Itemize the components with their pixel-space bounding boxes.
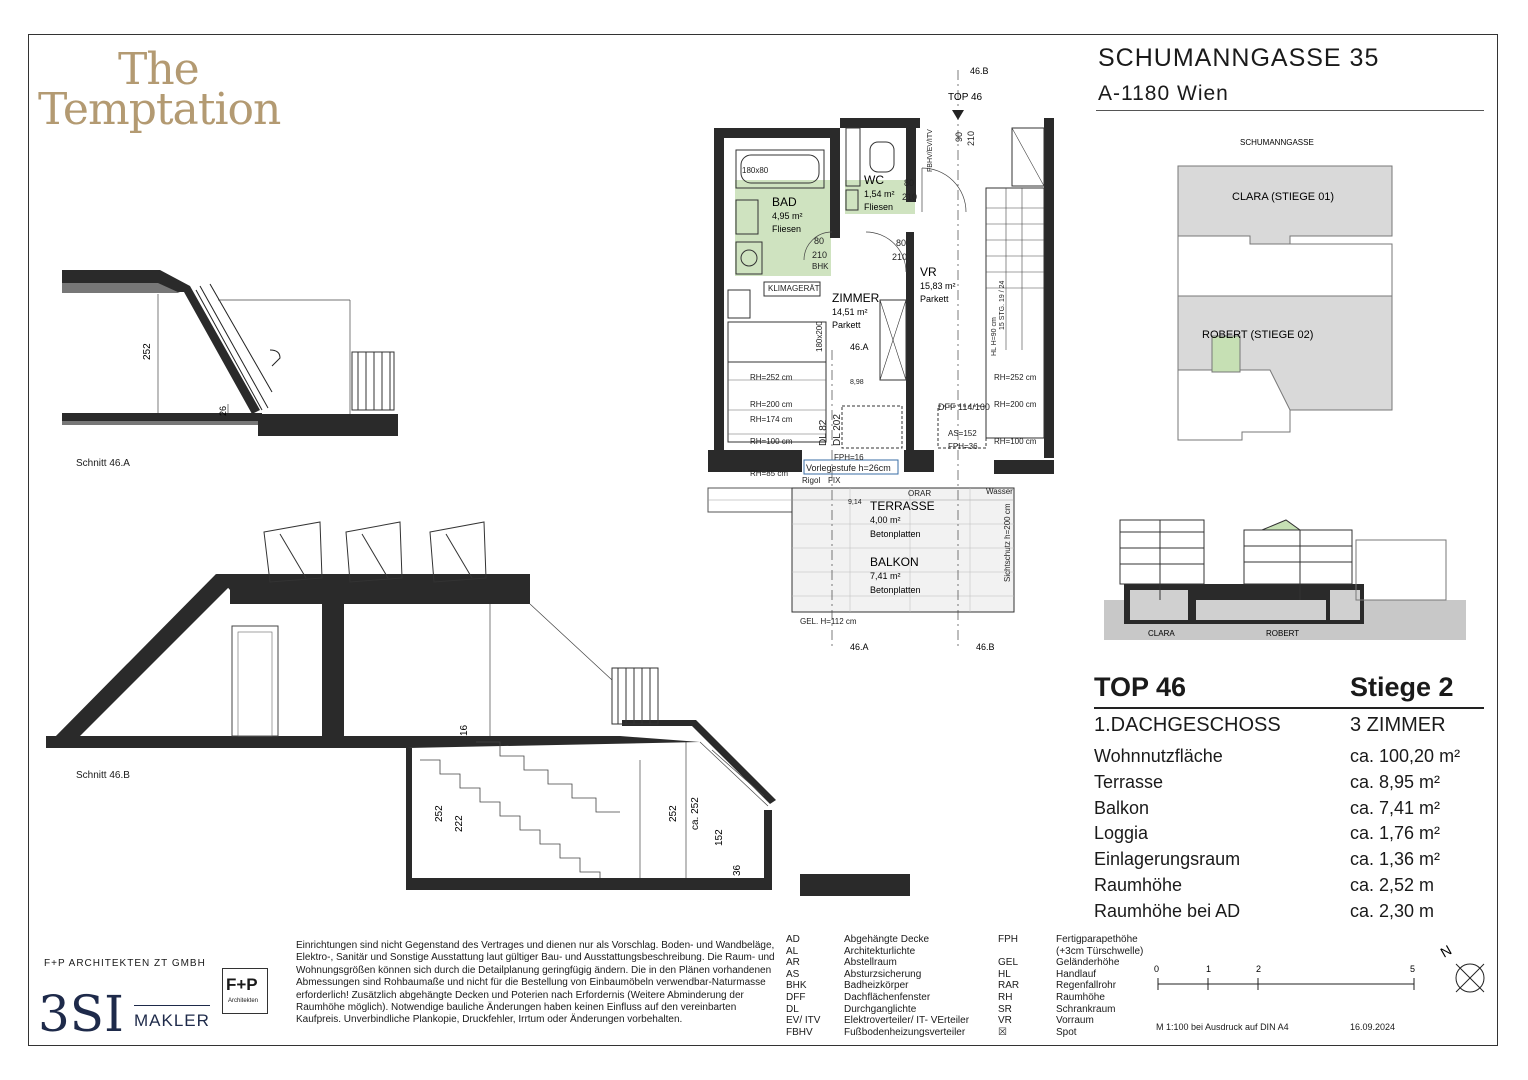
room-bad-name: BAD <box>772 195 797 209</box>
address-street: SCHUMANNGASSE 35 <box>1098 44 1380 72</box>
area-label: Einlagerungsraum <box>1094 849 1241 869</box>
dim-b-36: 36 <box>732 864 743 876</box>
legend-abbr-col-2 <box>998 934 1019 1038</box>
legend-abbr: DL <box>786 1003 799 1015</box>
area-label: Balkon <box>1094 798 1150 818</box>
cut-label-top: 46.B <box>970 66 989 76</box>
note-spot-914: 9,14 <box>848 499 862 506</box>
room-vr-area: 15,83 m² <box>920 281 956 291</box>
note-rigol: Rigol <box>802 476 821 485</box>
unit-rooms: 3 ZIMMER <box>1350 714 1446 736</box>
legend-abbr: HL <box>998 968 1011 980</box>
legend-desc: Dachflächenfenster <box>844 991 931 1003</box>
section-b-drawing <box>46 522 910 896</box>
legend-desc: Badheizkörper <box>844 980 909 992</box>
legend-abbr: RAR <box>998 980 1020 992</box>
site-plan <box>1178 166 1392 440</box>
note-rh100-left: RH=100 cm <box>750 437 793 446</box>
note-door80-bad: 80 <box>814 236 825 246</box>
legend-desc: Schrankraum <box>1056 1003 1116 1015</box>
cut-label-b: 46.B <box>976 642 995 652</box>
legend-abbr-col-1 <box>786 934 820 1038</box>
area-value: ca. 1,36 m² <box>1350 849 1441 869</box>
scale-bar <box>1158 978 1414 990</box>
makler-logo-line <box>134 1005 210 1006</box>
legend-desc: (+3cm Türschwelle) <box>1056 945 1144 957</box>
legend-desc: Vorraum <box>1056 1015 1094 1027</box>
section-b-caption: Schnitt 46.B <box>76 770 130 781</box>
area-label: Raumhöhe <box>1094 875 1183 895</box>
unit-divider <box>1094 707 1484 709</box>
makler-logo: 3SI <box>38 985 124 1043</box>
section-a-caption: Schnitt 46.A <box>76 458 130 469</box>
note-fbhv: FBHV/EV/ITV <box>927 129 934 172</box>
elevation-label-1: CLARA <box>1148 629 1175 638</box>
address-city: A-1180 Wien <box>1098 82 1229 105</box>
note-fph16: FPH=16 <box>834 453 864 462</box>
north-arrow-icon <box>1456 964 1484 992</box>
legend-abbr: EV/ ITV <box>786 1015 821 1027</box>
note-rh100-right: RH=100 cm <box>994 437 1037 446</box>
legend-abbr: GEL <box>998 957 1019 969</box>
section-a-drawing <box>62 270 398 436</box>
legend-abbr: BHK <box>786 980 807 992</box>
dim-a-26: 26 <box>218 405 228 416</box>
legend-desc: Abgehängte Decke <box>844 934 930 945</box>
note-dff: DFF 114/160 <box>938 402 990 412</box>
room-terrasse-area: 4,00 m² <box>870 515 901 525</box>
room-vr-name: VR <box>920 265 937 279</box>
site-elevation <box>1104 520 1466 640</box>
note-gel: GEL. H=112 cm <box>800 617 857 626</box>
legend-desc: Regenfallrohr <box>1056 980 1117 992</box>
legend-desc: Durchganglichte <box>844 1003 917 1015</box>
note-stair: 15 STG. 19 / 24 <box>999 280 1006 330</box>
note-hl: HL H=90 cm <box>991 317 998 356</box>
note-sichtschutz: Sichtschutz h=200 cm <box>1003 503 1012 582</box>
note-klima: KLIMAGERÄT <box>768 284 820 293</box>
elevation-label-2: ROBERT <box>1266 629 1300 638</box>
plan-date: 16.09.2024 <box>1350 1022 1396 1032</box>
note-fix: FIX <box>828 476 841 485</box>
note-door210-entry: 210 <box>966 130 976 146</box>
note-spot-898: 8,98 <box>850 379 864 386</box>
room-balkon-area: 7,41 m² <box>870 571 901 581</box>
legend-desc: Absturzsicherung <box>844 968 922 980</box>
room-balkon-name: BALKON <box>870 555 919 569</box>
area-value: ca. 100,20 m² <box>1350 746 1461 766</box>
fp-logo-sub: Architekten <box>228 998 259 1004</box>
north-label: N <box>1437 941 1455 961</box>
legend-abbr <box>998 946 1019 958</box>
note-as152: AS=152 <box>948 429 977 438</box>
legend-abbr: SR <box>998 1003 1012 1015</box>
dim-b-ca252: ca. 252 <box>690 797 701 830</box>
legend-desc: Fußbodenheizungsverteiler <box>844 1026 966 1038</box>
site-building-1: CLARA (STIEGE 01) <box>1232 191 1335 203</box>
room-bad-floor: Fliesen <box>772 224 802 234</box>
room-terrasse-name: TERRASSE <box>870 499 935 513</box>
room-zimmer-floor: Parkett <box>832 320 861 330</box>
legend-desc-col-2 <box>1056 934 1143 1038</box>
room-wc-floor: Fliesen <box>864 202 894 212</box>
scale-tick-0: 0 <box>1154 964 1160 974</box>
note-wasser: Wasser <box>986 487 1013 496</box>
scale-note: M 1:100 bei Ausdruck auf DIN A4 <box>1156 1022 1289 1032</box>
dim-b-252b: 252 <box>668 805 679 822</box>
room-zimmer-area: 14,51 m² <box>832 307 868 317</box>
note-bath-size: 180x80 <box>742 166 769 175</box>
legend-abbr: FPH <box>998 934 1018 945</box>
room-vr-floor: Parkett <box>920 294 949 304</box>
site-street: SCHUMANNGASSE <box>1240 138 1314 147</box>
note-rh174: RH=174 cm <box>750 415 793 424</box>
dim-b-152: 152 <box>714 829 725 846</box>
unit-floor: 1.DACHGESCHOSS <box>1094 714 1281 736</box>
legend-abbr: AR <box>786 957 800 969</box>
legend-abbr: DFF <box>786 991 806 1003</box>
area-value: ca. 1,76 m² <box>1350 823 1441 843</box>
unit-stiege: Stiege 2 <box>1350 672 1454 702</box>
note-dl202: DL 202 <box>832 414 843 446</box>
note-rh252-right: RH=252 cm <box>994 373 1037 382</box>
note-bed: 180x200 <box>815 321 824 352</box>
note-door80-wc: 80 <box>904 178 915 188</box>
scale-tick-2: 2 <box>1256 964 1262 974</box>
plan-top-label: TOP 46 <box>948 92 983 103</box>
note-orar: ORAR <box>908 489 932 498</box>
legend-desc: Geländerhöhe <box>1056 957 1120 969</box>
room-balkon-floor: Betonplatten <box>870 585 921 595</box>
note-vorlegestufe: Vorlegestufe h=26cm <box>806 463 891 473</box>
legend-abbr: RH <box>998 991 1013 1003</box>
brand-logo-line1: The <box>118 44 199 95</box>
legend-abbr: AD <box>786 934 800 945</box>
legend-abbr: AL <box>786 945 799 957</box>
disclaimer-text: Einrichtungen sind nicht Gegenstand des Vertrages und dienen nur als Vorschlag. Boden- und Wandbeläge, Elektro-, Sanitär und Sonstige Ausstattung laut gültiger Bau- und Ausstattungsbeschreibung. Die Raum- und Wohnungsgrößen können sich durch die Detailplanung geringfügig ändern. Die in den Plänen vorhandenen Abmessungen sind Rohbaumaße und nicht für die Bestellung von Einbaumöbeln verwendbar-Naturmasse erforderlich! Zusätzlich abgehängte Decken und Poterien nach Erfordernis (Weitere Abminderung der Raumhöhe möglich). Notwendige bauliche Änderungen haben keinen Einfluss auf den vereinbarten Kaufpreis. Unverbindliche Plankopie, Druckfehler, Irrtum oder Änderungen vorbehalten. <box>296 940 775 1026</box>
room-wc-area: 1,54 m² <box>864 189 895 199</box>
legend-desc: Fertigparapethöhe <box>1056 934 1138 945</box>
scale-tick-5: 5 <box>1410 964 1416 974</box>
room-terrasse-floor: Betonplatten <box>870 529 921 539</box>
area-label: Wohnnutzfläche <box>1094 746 1223 766</box>
unit-top: TOP 46 <box>1094 672 1187 702</box>
area-label: Terrasse <box>1094 772 1164 792</box>
note-door80-vr: 80 <box>896 238 907 248</box>
note-dl82: DL 82 <box>818 419 829 446</box>
legend-desc: Elektroverteiler/ IT- VErteiler <box>844 1015 970 1027</box>
note-bhk: BHK <box>812 262 829 271</box>
legend-desc: Architekturlichte <box>844 945 916 957</box>
site-building-2: ROBERT (STIEGE 02) <box>1202 329 1314 341</box>
legend-desc: Spot <box>1056 1026 1077 1038</box>
cut-label-a: 46.A <box>850 642 869 652</box>
dim-b-252: 252 <box>434 805 445 822</box>
note-door90: 90 <box>954 131 964 142</box>
architect-name: F+P ARCHITEKTEN ZT GMBH <box>44 958 206 969</box>
legend-desc: Abstellraum <box>844 957 897 969</box>
legend-abbr: FBHV <box>786 1026 813 1038</box>
brand-logo-line2: Temptation <box>38 84 281 135</box>
makler-word: MAKLER <box>134 1011 210 1030</box>
dim-b-222: 222 <box>454 815 465 832</box>
note-door210-bad: 210 <box>812 250 828 260</box>
note-rh85: RH=85 cm <box>750 469 789 478</box>
legend-desc-col-1 <box>844 934 969 1038</box>
note-rh252-left: RH=252 cm <box>750 373 793 382</box>
room-zimmer-name: ZIMMER <box>832 291 880 305</box>
dim-a-252: 252 <box>142 343 153 360</box>
note-door210-wc: 210 <box>902 192 918 202</box>
area-value: ca. 7,41 m² <box>1350 798 1441 818</box>
note-rh200-right: RH=200 cm <box>994 400 1037 409</box>
note-rh200-left: RH=200 cm <box>750 400 793 409</box>
area-label: Raumhöhe bei AD <box>1094 901 1241 921</box>
cut-label-a-inner: 46.A <box>850 342 869 352</box>
room-wc-name: WC <box>864 173 884 187</box>
area-value: ca. 2,52 m <box>1350 875 1435 895</box>
legend-desc: Raumhöhe <box>1056 991 1105 1003</box>
legend-abbr: AS <box>786 968 800 980</box>
area-value: ca. 8,95 m² <box>1350 772 1441 792</box>
fp-logo: F+P <box>226 975 258 994</box>
scale-tick-1: 1 <box>1206 964 1212 974</box>
legend-abbr: VR <box>998 1015 1012 1027</box>
room-bad-area: 4,95 m² <box>772 211 803 221</box>
area-value: ca. 2,30 m <box>1350 901 1435 921</box>
area-label: Loggia <box>1094 823 1149 843</box>
note-fph36: FPH=36 <box>948 442 978 451</box>
spot-icon: ☒ <box>998 1026 1007 1038</box>
dim-b-16: 16 <box>459 724 470 736</box>
legend-desc: Handlauf <box>1056 968 1097 980</box>
note-door210-vr: 210 <box>892 252 908 262</box>
